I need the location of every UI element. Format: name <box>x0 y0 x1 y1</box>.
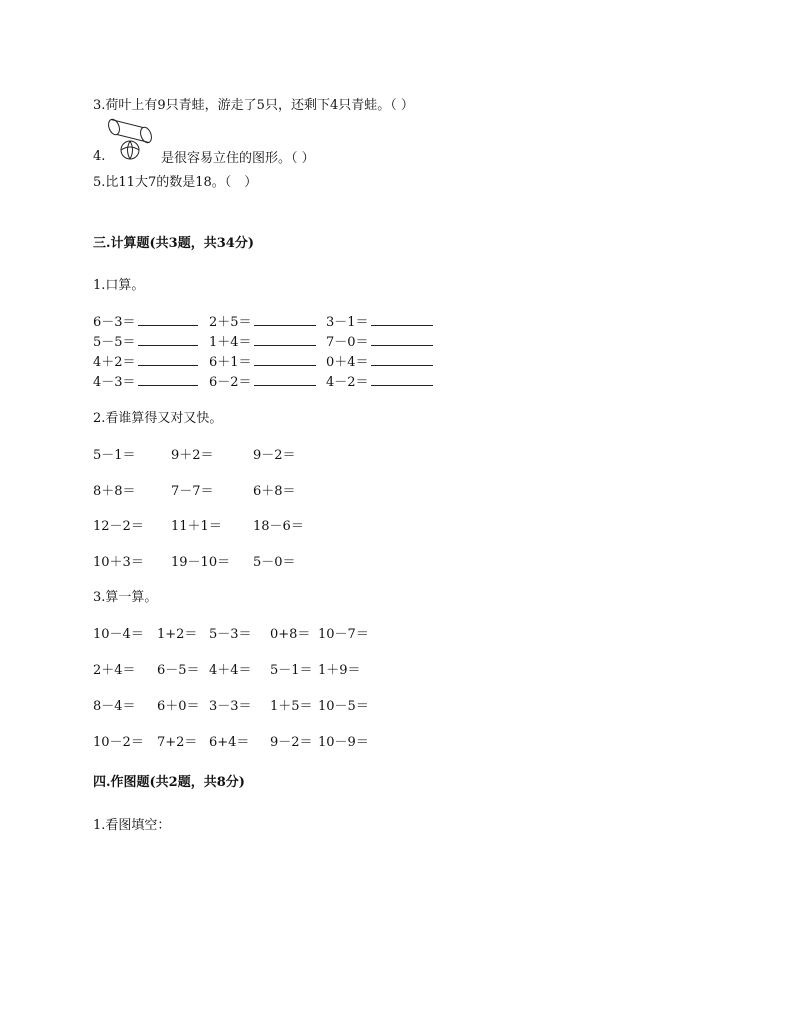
cylinder-and-ball-icon <box>104 116 156 162</box>
expression-text: 9－2＝ <box>253 448 296 463</box>
expression <box>93 515 144 534</box>
answer-blank[interactable] <box>138 333 198 346</box>
expression <box>93 695 136 714</box>
answer-blank[interactable] <box>254 353 316 366</box>
expression-text: 5－0＝ <box>253 555 296 570</box>
judgment-q4-number: 4. <box>93 149 106 164</box>
expression-text: 10－7＝ <box>318 627 369 642</box>
expression-text: 6＋8＝ <box>253 484 296 499</box>
expression-text: 6－2＝ <box>209 375 252 390</box>
expression-text: 9－2＝ <box>270 735 313 750</box>
q2-title: 2.看谁算得又对又快。 <box>93 411 223 426</box>
section4-title: 四.作图题(共2题，共8分) <box>93 775 245 790</box>
expression-text: 1+2＝ <box>157 627 198 642</box>
expression-text: 6+4＝ <box>209 735 250 750</box>
expression <box>93 480 136 499</box>
answer-blank[interactable] <box>138 373 198 386</box>
expression <box>93 331 198 350</box>
judgment-q4-text: 是很容易立住的图形。（ ） <box>161 151 315 166</box>
expression <box>93 659 136 678</box>
expression-text: 10－2＝ <box>93 735 144 750</box>
expression <box>93 371 198 390</box>
expression-text: 4－2＝ <box>326 375 369 390</box>
expression <box>318 731 369 750</box>
expression-text: 5－5＝ <box>93 335 136 350</box>
expression <box>171 551 230 570</box>
expression <box>157 731 197 750</box>
expression <box>253 551 296 570</box>
expression <box>270 659 313 678</box>
q3-title: 3.算一算。 <box>93 590 158 605</box>
expression-text: 5－1＝ <box>270 663 313 678</box>
expression-text: 10＋3＝ <box>93 555 144 570</box>
expression <box>253 515 304 534</box>
judgment-q5: 5.比11大7的数是18。（ ） <box>93 175 258 190</box>
expression <box>270 623 310 642</box>
expression <box>93 623 144 642</box>
expression <box>209 331 316 350</box>
expression-text: 2＋4＝ <box>93 663 136 678</box>
expression-text: 6－5＝ <box>157 663 200 678</box>
expression-text: 7－0＝ <box>326 335 369 350</box>
answer-blank[interactable] <box>371 333 433 346</box>
expression <box>171 515 222 534</box>
expression <box>171 480 214 499</box>
expression <box>253 480 296 499</box>
expression-text: 5－3＝ <box>209 627 252 642</box>
answer-blank[interactable] <box>138 353 198 366</box>
expression-text: 18－6＝ <box>253 519 304 534</box>
expression <box>93 351 198 370</box>
expression <box>157 695 200 714</box>
expression-text: 11＋1＝ <box>171 519 222 534</box>
expression-text: 1＋5＝ <box>270 699 313 714</box>
expression-text: 7－7＝ <box>171 484 214 499</box>
expression <box>270 731 313 750</box>
expression-text: 10－9＝ <box>318 735 369 750</box>
answer-blank[interactable] <box>138 313 198 326</box>
expression <box>157 623 197 642</box>
expression <box>93 444 136 463</box>
expression-text: 3－3＝ <box>209 699 252 714</box>
answer-blank[interactable] <box>371 373 433 386</box>
expression-text: 8－4＝ <box>93 699 136 714</box>
expression <box>209 623 252 642</box>
expression-text: 10－4＝ <box>93 627 144 642</box>
expression <box>93 551 144 570</box>
expression-text: 9＋2＝ <box>171 448 214 463</box>
expression-text: 2＋5＝ <box>209 315 252 330</box>
expression <box>326 331 433 350</box>
answer-blank[interactable] <box>371 313 433 326</box>
expression <box>318 659 361 678</box>
expression-text: 19－10＝ <box>171 555 231 570</box>
expression-text: 4＋2＝ <box>93 355 136 370</box>
expression <box>209 731 249 750</box>
expression <box>209 695 252 714</box>
expression <box>326 311 433 330</box>
expression-text: 10－5＝ <box>318 699 369 714</box>
expression <box>318 623 369 642</box>
expression-text: 4－3＝ <box>93 375 136 390</box>
expression-text: 5－1＝ <box>93 448 136 463</box>
expression <box>253 444 296 463</box>
expression-text: 6－3＝ <box>93 315 136 330</box>
expression <box>270 695 313 714</box>
expression-text: 8＋8＝ <box>93 484 136 499</box>
expression <box>209 371 316 390</box>
expression <box>318 695 369 714</box>
expression-text: 1＋4＝ <box>209 335 252 350</box>
q1-title: 1.口算。 <box>93 278 145 293</box>
expression-text: 0＋4＝ <box>326 355 369 370</box>
expression-text: 6＋1＝ <box>209 355 252 370</box>
expression-text: 0+8＝ <box>270 627 311 642</box>
expression-text: 6＋0＝ <box>157 699 200 714</box>
expression-text: 7+2＝ <box>157 735 198 750</box>
expression <box>93 731 144 750</box>
expression-text: 1＋9＝ <box>318 663 361 678</box>
judgment-q3: 3.荷叶上有9只青蛙，游走了5只，还剩下4只青蛙。（ ） <box>93 98 414 113</box>
expression-text: 3－1＝ <box>326 315 369 330</box>
expression <box>171 444 214 463</box>
expression <box>326 351 433 370</box>
answer-blank[interactable] <box>254 333 316 346</box>
answer-blank[interactable] <box>254 373 316 386</box>
expression <box>209 351 316 370</box>
expression-text: 12－2＝ <box>93 519 144 534</box>
expression <box>209 311 316 330</box>
expression <box>326 371 433 390</box>
answer-blank[interactable] <box>254 313 316 326</box>
expression-text: 4＋4＝ <box>209 663 252 678</box>
section4-q1-title: 1.看图填空： <box>93 818 171 833</box>
expression <box>209 659 252 678</box>
expression <box>93 311 198 330</box>
section3-title: 三.计算题(共3题，共34分) <box>93 236 254 251</box>
answer-blank[interactable] <box>371 353 433 366</box>
expression <box>157 659 200 678</box>
